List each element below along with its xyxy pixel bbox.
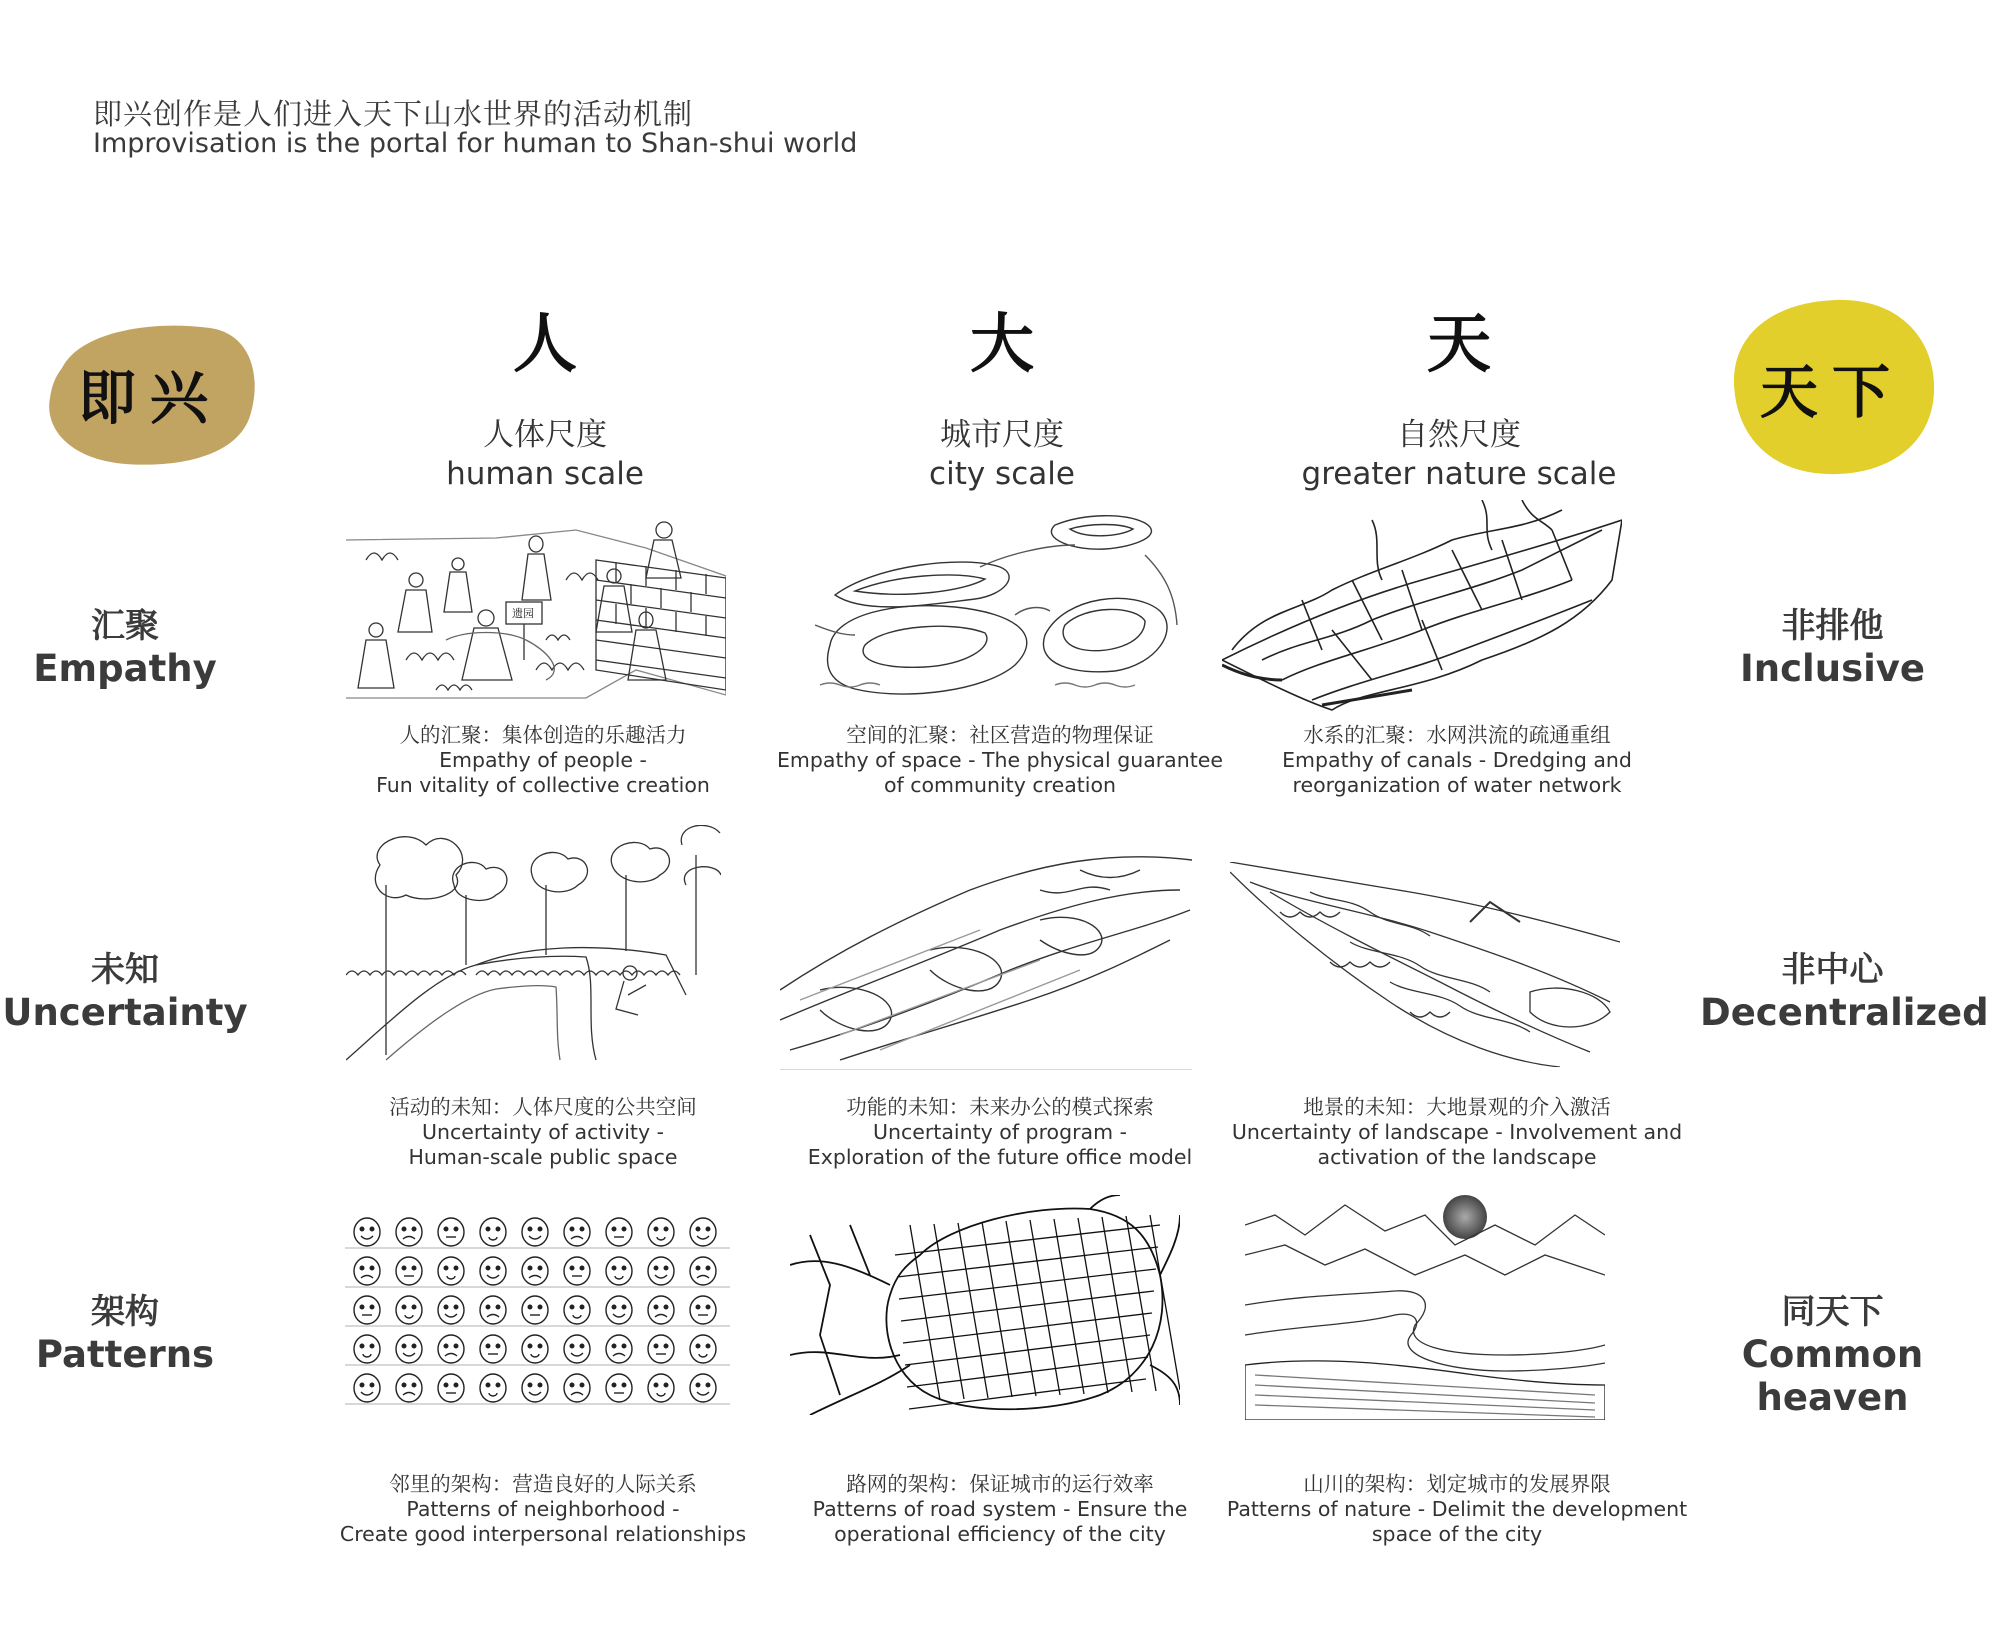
caption-en-line1: Empathy of space - The physical guarantee (776, 748, 1224, 772)
caption-cn: 活动的未知：人体尺度的公共空间 (389, 1095, 697, 1119)
caption-r1c3 (1222, 723, 1692, 798)
face-doodle-icon (606, 1374, 632, 1402)
face-doodle-icon (438, 1374, 464, 1402)
face-doodle-icon (438, 1296, 464, 1324)
caption-en-line2: reorganization of water network (1292, 773, 1622, 797)
row-label-cn: 汇聚 (91, 606, 159, 646)
column-title-en: greater nature scale (1301, 456, 1617, 492)
column-title-cn: 人体尺度 (483, 417, 607, 453)
sketch-water-network (1222, 500, 1622, 715)
face-doodle-icon (648, 1374, 674, 1402)
caption-r1c1 (308, 723, 778, 798)
face-doodle-icon (648, 1335, 674, 1363)
caption-cn: 功能的未知：未来办公的模式探索 (846, 1095, 1154, 1119)
title-chinese: 即兴创作是人们进入天下山水世界的活动机制 (93, 97, 694, 131)
caption-r3c2 (765, 1472, 1235, 1547)
face-doodle-icon (396, 1335, 422, 1363)
face-doodle-icon (354, 1296, 380, 1324)
face-doodle-icon (648, 1296, 674, 1324)
row-label-cn: 非中心 (1781, 950, 1884, 990)
badge-improvisation (42, 318, 258, 468)
face-doodle-icon (438, 1218, 464, 1246)
face-doodle-icon (522, 1335, 548, 1363)
face-doodle-icon (690, 1296, 716, 1324)
sketch-park-path (346, 825, 721, 1070)
face-doodle-icon (480, 1374, 506, 1402)
column-header-city (772, 305, 1232, 492)
face-doodle-icon (690, 1218, 716, 1246)
face-doodle-icon (690, 1335, 716, 1363)
caption-en-line2: of community creation (883, 773, 1117, 797)
sketch-road-network (790, 1195, 1180, 1415)
face-doodle-icon (606, 1296, 632, 1324)
sketch-city-islands (815, 515, 1185, 705)
face-doodle-icon (690, 1374, 716, 1402)
badge-tianxia (1722, 296, 1942, 478)
caption-cn: 水系的汇聚：水网洪流的疏通重组 (1303, 723, 1611, 747)
face-doodle-icon (648, 1257, 674, 1285)
face-doodle-icon (564, 1335, 590, 1363)
face-doodle-icon (564, 1257, 590, 1285)
row-label-decentralized (1700, 942, 1989, 1034)
row-label-cn: 同天下 (1781, 1292, 1884, 1332)
face-doodle-icon (438, 1335, 464, 1363)
caption-r2c3 (1222, 1095, 1692, 1170)
column-title-cn: 自然尺度 (1397, 417, 1521, 453)
face-doodle-icon (564, 1218, 590, 1246)
row-label-en: Decentralized (1700, 991, 1989, 1034)
face-doodle-icon (564, 1296, 590, 1324)
caption-en-line1: Uncertainty of program - (873, 1120, 1127, 1144)
caption-cn: 地景的未知：大地景观的介入激活 (1303, 1095, 1611, 1119)
caption-en-line2: operational efficiency of the city (834, 1522, 1166, 1546)
row-label-en: Common heaven (1741, 1333, 1924, 1419)
row-label-en: Empathy (33, 647, 217, 690)
face-doodle-icon (396, 1257, 422, 1285)
caption-en-line2: space of the city (1371, 1522, 1543, 1546)
row-label-inclusive (1700, 598, 1965, 690)
face-doodle-icon (480, 1296, 506, 1324)
row-label-cn: 架构 (91, 1292, 159, 1332)
column-title-en: human scale (446, 456, 644, 492)
face-doodle-icon (438, 1257, 464, 1285)
caption-en-line2: Human-scale public space (408, 1145, 678, 1169)
caption-en-line2: Fun vitality of collective creation (376, 773, 710, 797)
face-doodle-icon (354, 1335, 380, 1363)
caption-en-line2: Create good interpersonal relationships (339, 1522, 747, 1546)
sketch-flowing-terraces (780, 850, 1192, 1070)
face-doodle-icon (396, 1218, 422, 1246)
row-label-en: Inclusive (1740, 647, 1925, 690)
face-doodle-icon (522, 1296, 548, 1324)
caption-cn: 人的汇聚：集体创造的乐趣活力 (399, 723, 687, 747)
caption-r3c3 (1222, 1472, 1692, 1547)
sketch-landscape-river (1230, 862, 1620, 1067)
row-label-patterns (0, 1284, 255, 1376)
face-doodle-icon (522, 1374, 548, 1402)
row-label-cn: 非排他 (1781, 606, 1884, 646)
caption-en-line1: Empathy of canals - Dredging and (1282, 748, 1632, 772)
face-doodle-icon (522, 1218, 548, 1246)
column-glyph: 大 (970, 307, 1034, 382)
row-label-cn: 未知 (91, 950, 159, 990)
face-doodle-icon (690, 1257, 716, 1285)
caption-en-line1: Uncertainty of landscape - Involvement and (1231, 1120, 1683, 1144)
caption-cn: 邻里的架构：营造良好的人际关系 (389, 1472, 697, 1496)
sketch-people-gathering (346, 520, 726, 700)
caption-cn: 山川的架构：划定城市的发展界限 (1303, 1472, 1611, 1496)
column-header-human (315, 305, 775, 492)
face-doodle-icon (354, 1218, 380, 1246)
caption-en-line1: Patterns of neighborhood - (406, 1497, 680, 1521)
face-doodle-icon (522, 1257, 548, 1285)
caption-en-line2: Exploration of the future office model (807, 1145, 1193, 1169)
caption-cn: 路网的架构：保证城市的运行效率 (846, 1472, 1154, 1496)
caption-r3c1 (308, 1472, 778, 1547)
caption-r2c2 (765, 1095, 1235, 1170)
column-glyph: 人 (513, 307, 577, 382)
sketch-sign-text: 遗园 (512, 607, 534, 620)
column-title-cn: 城市尺度 (940, 417, 1064, 453)
face-doodle-icon (480, 1257, 506, 1285)
column-title-en: city scale (929, 456, 1075, 492)
face-doodle-icon (354, 1257, 380, 1285)
column-glyph: 天 (1427, 307, 1491, 382)
face-doodle-icon (354, 1374, 380, 1402)
face-doodle-icon (480, 1218, 506, 1246)
face-doodle-icon (480, 1335, 506, 1363)
sketch-faces-grid (345, 1210, 730, 1410)
row-label-en: Patterns (35, 1333, 215, 1376)
caption-r2c1 (308, 1095, 778, 1170)
caption-en-line1: Patterns of nature - Delimit the development (1226, 1497, 1688, 1521)
caption-en-line1: Empathy of people - (439, 748, 647, 772)
face-doodle-icon (606, 1335, 632, 1363)
face-doodle-icon (606, 1257, 632, 1285)
row-label-common-heaven (1665, 1284, 2000, 1419)
badge-label: 即兴 (77, 364, 222, 432)
badge-label: 天下 (1759, 358, 1904, 426)
column-header-nature (1229, 305, 1689, 492)
caption-r1c2 (765, 723, 1235, 798)
caption-en-line1: Uncertainty of activity - (421, 1120, 665, 1144)
row-label-uncertainty (0, 942, 255, 1034)
title-english: Improvisation is the portal for human to Shan-shui world (93, 128, 858, 159)
sketch-mountains-river (1245, 1195, 1605, 1420)
row-label-en: Uncertainty (2, 991, 248, 1034)
row-label-empathy (0, 598, 255, 690)
face-doodle-icon (648, 1218, 674, 1246)
caption-en-line2: activation of the landscape (1317, 1145, 1597, 1169)
caption-en-line1: Patterns of road system - Ensure the (812, 1497, 1188, 1521)
face-doodle-icon (564, 1374, 590, 1402)
face-doodle-icon (396, 1296, 422, 1324)
face-doodle-icon (396, 1374, 422, 1402)
caption-cn: 空间的汇聚：社区营造的物理保证 (846, 723, 1154, 747)
face-doodle-icon (606, 1218, 632, 1246)
